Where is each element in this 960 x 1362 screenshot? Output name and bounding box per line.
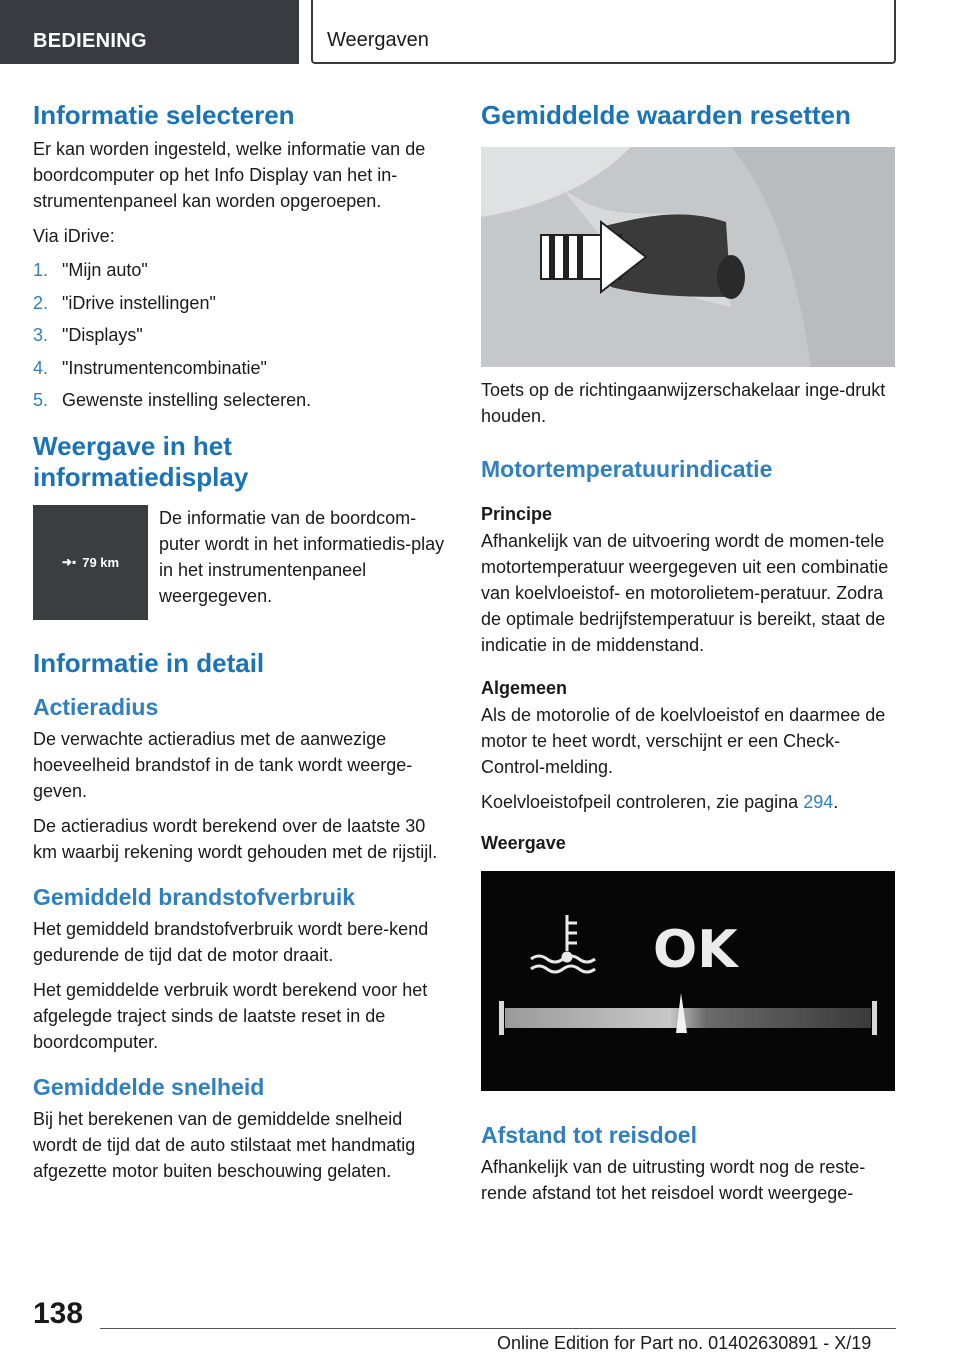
list-item [33,287,447,320]
heading-afstand: Afstand tot reisdoel [481,1122,697,1148]
heading-reset: Gemiddelde waarden resetten [481,100,851,130]
text-snelheid: Bij het berekenen van de gemiddelde snelheid wordt de tijd dat de auto stilstaat met handmatig afgezette motor buiten beschouwing gelaten. [33,1108,416,1181]
temperature-display-image [481,871,895,1091]
left-column [33,100,447,1184]
turn-signal-lever-photo [481,147,895,367]
text-algemeen: Als de motorolie of de koelvloeistof en daarmee de motor te heet wordt, verschijnt er een Check-Control-melding. [481,705,886,777]
subsection-tab [311,0,896,64]
coolant-temp-icon [531,915,595,972]
heading-weergave-line2: informatiedisplay [33,461,249,492]
text-weergave: De informatie van de boordcom-puter wordt in het informatiedis-play in het instrumentenpaneel weergegeven. [159,507,445,606]
page-link-294[interactable]: 294 [803,792,834,812]
lever-illustration [481,147,895,367]
text-koel-pre: Koelvloeistofpeil controleren, zie pagina [481,792,804,812]
coolant-temperature-gauge [481,871,895,1091]
footer-divider [100,1328,896,1329]
step-text: "Displays" [62,325,143,345]
heading-algemeen: Algemeen [481,678,568,698]
display-range-value: 79 km [82,554,120,570]
text-info-select: Er kan worden ingesteld, welke informatie van de boordcomputer op het Info Display van het in-strumentenpaneel kan worden opgeroepen. [33,139,426,211]
heading-weergave-line1: Weergave in het [33,430,232,461]
text-koel-post: . [833,792,839,812]
list-item [33,352,447,385]
heading-detail: Informatie in detail [33,647,265,678]
gauge-left-end [499,1001,504,1035]
text-verbruik-1: Het gemiddeld brandstofverbruik wordt bere-kend gedurende de tijd dat de motor draait. [33,918,429,965]
text-verbruik-2: Het gemiddelde verbruik wordt berekend voor het afgelegde traject sinds de laatste reset in de boordcomputer. [33,979,428,1052]
gauge-right-end [872,1001,877,1035]
right-column [481,100,895,1206]
text-actieradius-2: De actieradius wordt berekend over de laatste 30 km waarbij rekening wordt gehouden met de rijstijl. [33,815,438,862]
section-label: BEDIENING [33,30,147,52]
step-text: Gewenste instelling selecteren. [62,390,312,410]
text-actieradius-1: De verwachte actieradius met de aanwezige hoeveelheid brandstof in de tank wordt weerge-geven. [33,728,413,801]
text-afstand: Afhankelijk van de uitrusting wordt nog de reste-rende afstand tot het reisdoel wordt weergege- [481,1157,866,1203]
edition-text: Online Edition for Part no. 01402630891 - X/19 [497,1333,872,1353]
step-text: "Instrumentencombinatie" [62,357,267,378]
step-text: "Mijn auto" [62,260,148,280]
text-koelvloeistof [481,789,895,815]
heading-info-select: Informatie selecteren [33,100,295,130]
text-via: Via iDrive: [33,226,115,246]
step-number: 1. [33,260,49,280]
heading-principe: Principe [481,504,553,524]
heading-snelheid: Gemiddelde snelheid [33,1073,265,1100]
heading-actieradius: Actieradius [33,693,159,720]
step-number: 3. [33,325,49,345]
text-principe: Afhankelijk van de uitvoering wordt de momen-tele motortemperatuur weergegeven uit een combinatie van koelvloeistof- en motorolietem-peratuur. Zodra de optimale bedrijfstemperatuur is bereikt, staat de indicatie in de middenstand. [481,531,889,655]
ok-status-text: OK [653,920,738,980]
page-number: 138 [33,1297,84,1330]
heading-motortemp: Motortemperatuurindicatie [481,456,773,482]
heading-verbruik: Gemiddeld brandstofverbruik [33,883,356,910]
list-item [33,319,447,352]
step-number: 5. [33,390,49,410]
heading-weergave: Weergave [481,833,566,853]
display-figure [33,505,447,620]
range-arrow-icon: ➜▪ [61,555,77,569]
step-number: 2. [33,292,49,313]
text-reset: Toets op de richtingaanwijzerschakelaar inge-drukt houden. [481,380,886,426]
steps-list [33,254,447,417]
list-item [33,254,447,287]
info-display-image [33,505,148,620]
step-text: "iDrive instellingen" [62,292,216,313]
list-item [33,384,447,417]
step-number: 4. [33,357,49,378]
subsection-label: Weergaven [327,29,429,51]
section-tab [0,0,299,64]
gauge-bar [505,1008,871,1028]
